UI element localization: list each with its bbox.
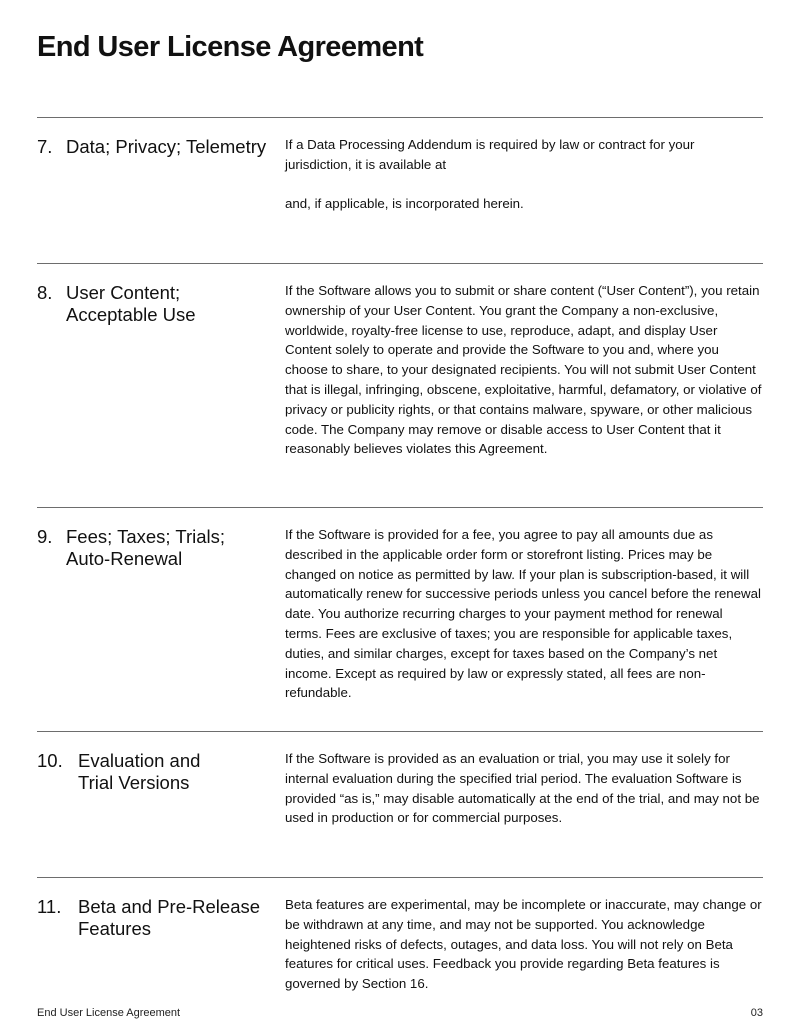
- section-7: [37, 117, 763, 212]
- document-title: End User License Agreement: [37, 31, 424, 63]
- section-paragraph: If a Data Processing Addendum is required by law or contract for your jurisdiction, it is available at: [285, 137, 695, 172]
- section-10: [37, 731, 763, 826]
- section-number: 11.: [37, 896, 62, 917]
- section-heading: [37, 526, 277, 570]
- section-number: 8.: [37, 282, 53, 303]
- section-title: User Content; Acceptable Use: [66, 282, 196, 325]
- section-heading: [37, 896, 277, 940]
- footer-document-name: End User License Agreement: [37, 1007, 181, 1019]
- section-paragraph: If the Software allows you to submit or share content (“User Content”), you retain ownership of your User Content. You grant the Company a non-exclusive, worldwide, royalty-free license to use, reproduce, adapt, and display User Content solely to operate and provide the Software to you and, where you choose to share, to your designated recipients. You will not submit User Content that is illegal, infringing, obscene, exploitative, harmful, defamatory, or violative of privacy or publicity rights, or that contains malware, spyware, or other malicious code. The Company may remove or disable access to User Content that it reasonably believes violates this Agreement.: [285, 283, 762, 457]
- section-title: Beta and Pre-Release Features: [78, 896, 261, 939]
- section-title: Data; Privacy; Telemetry: [66, 136, 267, 157]
- section-body: [285, 895, 763, 994]
- section-9: [37, 507, 763, 701]
- section-number: 10.: [37, 750, 63, 771]
- section-heading: [37, 136, 277, 158]
- section-body: [285, 281, 763, 459]
- section-number: 7.: [37, 136, 53, 157]
- section-paragraph: If the Software is provided for a fee, you agree to pay all amounts due as described in the applicable order form or storefront listing. Prices may be changed on notice as permitted by law. If your plan is subscription-based, it will automatically renew for successive periods unless you cancel before the renewal date. You authorize recurring charges to your payment method for renewal terms. Fees are exclusive of taxes; you are responsible for applicable taxes, duties, and similar charges, except for taxes based on the Company’s net income. Except as required by law or expressly stated, all fees are non-refundable.: [285, 527, 761, 701]
- section-paragraph: Beta features are experimental, may be incomplete or inaccurate, may change or be withdrawn at any time, and may not be supported. You acknowledge heightened risks of defects, outages, and data loss. You will not rely on Beta features for critical uses. Feedback you provide regarding Beta features is governed by Section 16.: [285, 897, 762, 992]
- section-paragraph: and, if applicable, is incorporated herein.: [285, 196, 524, 212]
- section-8: [37, 263, 763, 457]
- section-number: 9.: [37, 526, 53, 547]
- section-body: [285, 525, 763, 703]
- section-heading: [37, 750, 277, 794]
- section-11: [37, 877, 763, 992]
- section-title: Evaluation and Trial Versions: [78, 750, 201, 793]
- section-paragraph: If the Software is provided as an evaluation or trial, you may use it solely for internal evaluation during the specified trial period. The evaluation Software is provided “as is,” may disable automatically at the end of the trial, and may not be used in production or for commercial purposes.: [285, 751, 760, 826]
- section-title: Fees; Taxes; Trials; Auto-Renewal: [66, 526, 226, 569]
- section-body: [285, 135, 763, 214]
- footer-page-number: 03: [750, 1007, 763, 1019]
- section-body: [285, 749, 763, 828]
- section-heading: [37, 282, 277, 326]
